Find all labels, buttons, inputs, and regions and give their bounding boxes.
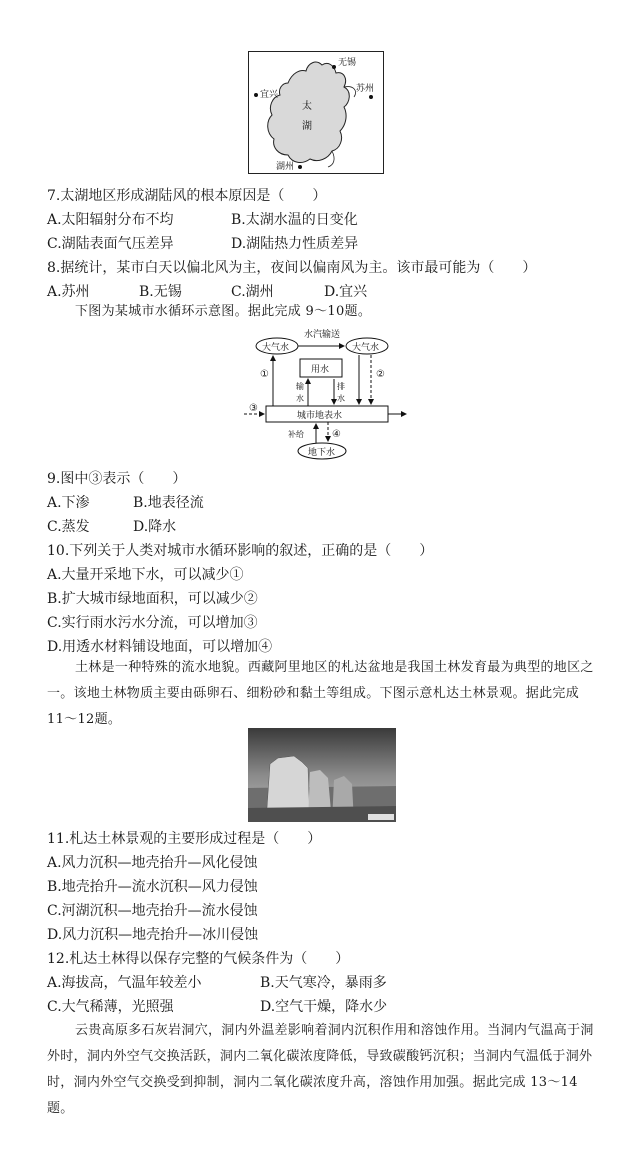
q11-option-b[interactable]: B.地壳抬升—流水沉积—风力侵蚀 [47, 879, 258, 895]
label-n1: ① [260, 369, 269, 380]
q9-option-d[interactable]: D.降水 [133, 519, 177, 535]
label-drain: 排 [337, 382, 345, 391]
q9-option-b[interactable]: B.地表径流 [133, 495, 204, 511]
q12-stem: 12.札达土林得以保存完整的气候条件为（ ） [47, 951, 350, 967]
label-supply: 输 [296, 382, 304, 391]
label-atmospheric-water-right: 大气水 [352, 343, 380, 353]
zanda-earth-forest-photo [248, 728, 396, 822]
taihu-map [248, 51, 384, 174]
map-label-wuxi: 无锡 [338, 58, 357, 68]
q10-option-d[interactable]: D.用透水材料铺设地面，可以增加④ [47, 639, 273, 655]
intro-zanda-earth-forest: 土林是一种特殊的流水地貌。西藏阿里地区的札达盆地是我国土林发育最为典型的地区之一。该地土林物质主要由砾卵石、细粉砂和黏土等组成。下图示意札达土林景观。据此完成 11～12题。 [47, 660, 594, 727]
q7-option-c[interactable]: C.湖陆表面气压差异 [47, 236, 174, 252]
q11-option-c[interactable]: C.河湖沉积—地壳抬升—流水侵蚀 [47, 903, 258, 919]
q11-option-a[interactable]: A.风力沉积—地壳抬升—风化侵蚀 [47, 855, 258, 871]
q10-option-a[interactable]: A.大量开采地下水，可以减少① [47, 567, 244, 583]
q7-stem: 7.太湖地区形成湖陆风的根本原因是（ ） [47, 188, 327, 204]
map-label-tai: 太 [302, 101, 312, 112]
q9-option-a[interactable]: A.下渗 [47, 495, 90, 511]
label-drain-2: 水 [337, 394, 345, 403]
q10-option-c[interactable]: C.实行雨水污水分流，可以增加③ [47, 615, 258, 631]
water-cycle-diagram [240, 327, 410, 461]
q8-stem: 8.据统计，某市白天以偏北风为主，夜间以偏南风为主。该市最可能为（ ） [47, 260, 537, 276]
q9-option-c[interactable]: C.蒸发 [47, 519, 90, 535]
map-label-suzhou: 苏州 [356, 84, 375, 94]
q9-stem: 9.图中③表示（ ） [47, 471, 187, 487]
map-label-yixing: 宜兴 [260, 90, 279, 100]
q8-option-d[interactable]: D.宜兴 [324, 284, 368, 300]
label-supply-2: 水 [296, 394, 304, 403]
q8-option-c[interactable]: C.湖州 [231, 284, 274, 300]
q12-option-a[interactable]: A.海拔高，气温年较差小 [47, 975, 202, 991]
map-label-hu: 湖 [302, 121, 312, 132]
q10-stem: 10.下列关于人类对城市水循环影响的叙述，正确的是（ ） [47, 543, 434, 559]
label-vapor-transport: 水汽输送 [304, 330, 341, 340]
label-atmospheric-water-left: 大气水 [262, 343, 290, 353]
q7-option-d[interactable]: D.湖陆热力性质差异 [231, 236, 359, 252]
q12-option-b[interactable]: B.天气寒冷，暴雨多 [260, 975, 387, 991]
q12-option-c[interactable]: C.大气稀薄，光照强 [47, 999, 174, 1015]
label-n2: ② [376, 369, 385, 380]
label-groundwater: 地下水 [308, 448, 336, 458]
label-urban-surface-water: 城市地表水 [297, 411, 343, 421]
q7-option-a[interactable]: A.太阳辐射分布不均 [47, 212, 174, 228]
q8-option-b[interactable]: B.无锡 [139, 284, 182, 300]
label-n3: ③ [249, 403, 258, 414]
q8-option-a[interactable]: A.苏州 [47, 284, 90, 300]
label-recharge: 补给 [288, 430, 304, 439]
label-use-water: 用水 [311, 365, 330, 375]
q7-option-b[interactable]: B.太湖水温的日变化 [231, 212, 358, 228]
label-n4: ④ [332, 429, 341, 440]
intro-karst-caves: 云贵高原多石灰岩洞穴，洞内外温差影响着洞内沉积作用和溶蚀作用。当洞内气温高于洞外时，洞内外空气交换活跃，洞内二氧化碳浓度降低，导致碳酸钙沉积；当洞内气温低于洞外时，洞内外空气交换受到抑制，洞内二氧化碳浓度升高，溶蚀作用加强。据此完成 13～14题。 [47, 1023, 594, 1116]
q11-stem: 11.札达土林景观的主要形成过程是（ ） [47, 831, 322, 847]
q10-option-b[interactable]: B.扩大城市绿地面积，可以减少② [47, 591, 258, 607]
map-label-huzhou: 湖州 [276, 162, 295, 172]
intro-water-cycle: 下图为某城市水循环示意图。据此完成 9～10题。 [75, 304, 372, 319]
q11-option-d[interactable]: D.风力沉积—地壳抬升—冰川侵蚀 [47, 927, 259, 943]
q12-option-d[interactable]: D.空气干燥，降水少 [260, 999, 388, 1015]
